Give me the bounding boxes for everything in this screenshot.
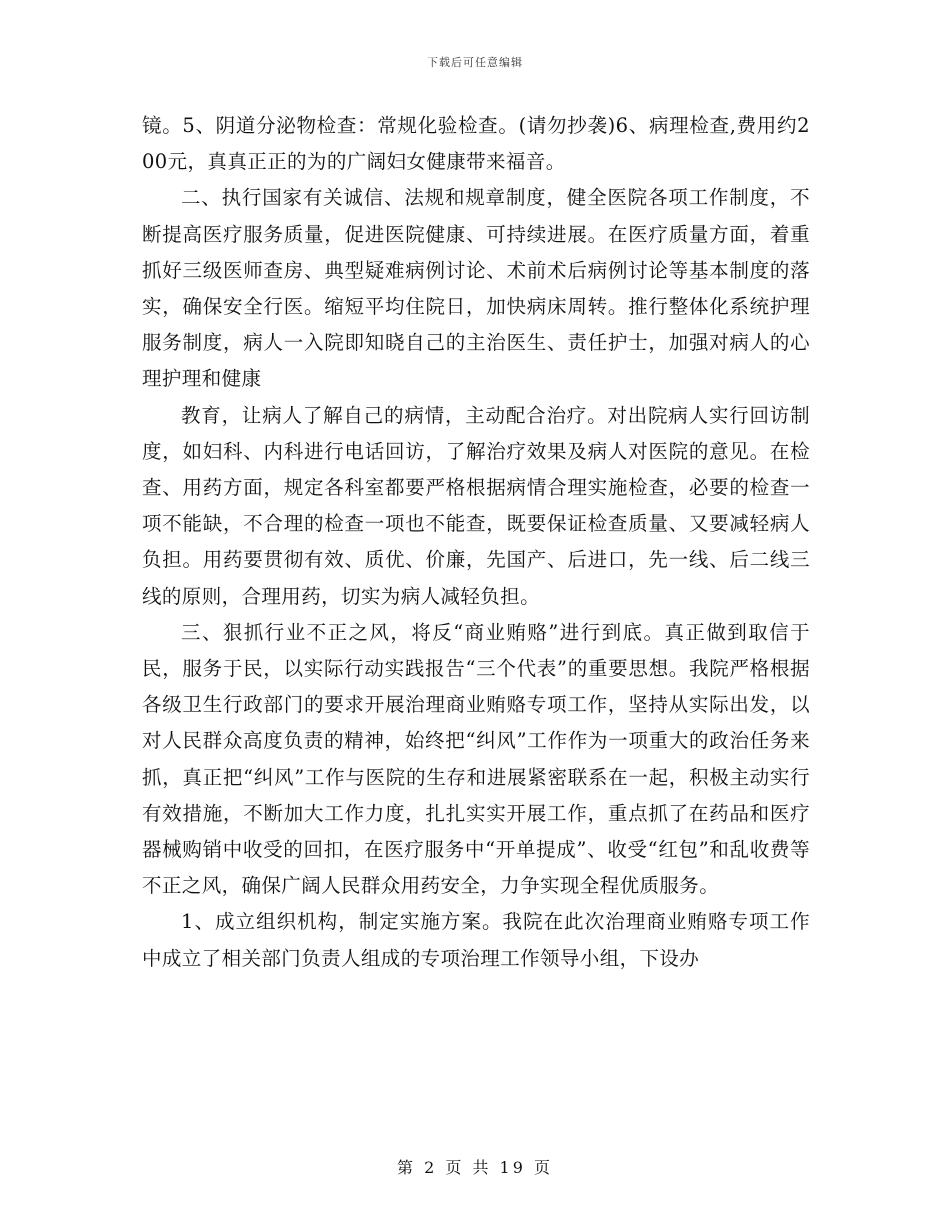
paragraph-section-two: 二、执行国家有关诚信、法规和规章制度，健全医院各项工作制度，不断提高医疗服务质量，促进医院健康、可持续进展。在医疗质量方面，着重抓好三级医师查房、典型疑难病例讨论、术前术后病例讨论等基本制度的落实，确保安全行医。缩短平均住院日，加快病床周转。推行整体化系统护理服务制度，病人一入院即知晓自己的主治医生、责任护士，加强对病人的心理护理和健康 xyxy=(142,186,810,391)
paragraph-item-one: 1、成立组织机构，制定实施方案。我院在此次治理商业贿赂专项工作中成立了相关部门负责人组成的专项治理工作领导小组，下设办 xyxy=(142,910,810,970)
paragraph-section-three: 三、狠抓行业不正之风，将反“商业贿赂”进行到底。真正做到取信于民，服务于民，以实际行动实践报告“三个代表”的重要思想。我院严格根据各级卫生行政部门的要求开展治理商业贿赂专项工作，坚持从实际出发，以对人民群众高度负责的精神，始终把“纠风”工作作为一项重大的政治任务来抓，真正把“纠风”工作与医院的生存和进展紧密联系在一起，积极主动实行有效措施，不断加大工作力度，扎扎实实开展工作，重点抓了在药品和医疗器械购销中收受的回扣，在医疗服务中“开单提成”、收受“红包”和乱收费等不正之风，确保广阔人民群众用药安全，力争实现全程优质服务。 xyxy=(142,620,810,898)
paragraph-continuation: 镜。5、阴道分泌物检查：常规化验检查。(请勿抄袭)6、病理检查,费用约200元，真真正正的为的广阔妇女健康带来福音。 xyxy=(142,114,810,174)
page-header: 下载后可任意编辑 xyxy=(427,56,523,69)
document-body xyxy=(142,108,810,977)
paragraph-education: 教育，让病人了解自己的病情，主动配合治疗。对出院病人实行回访制度，如妇科、内科进行电话回访，了解治疗效果及病人对医院的意见。在检查、用药方面，规定各科室都要严格根据病情合理实施检查，必要的检查一项不能缺，不合理的检查一项也不能查，既要保证检查质量、又要减轻病人负担。用药要贯彻有效、质优、价廉，先国产、后进口，先一线、后二线三线的原则，合理用药，切实为病人减轻负担。 xyxy=(142,403,810,608)
page-footer: 第 2 页 共 19 页 xyxy=(397,1158,553,1177)
